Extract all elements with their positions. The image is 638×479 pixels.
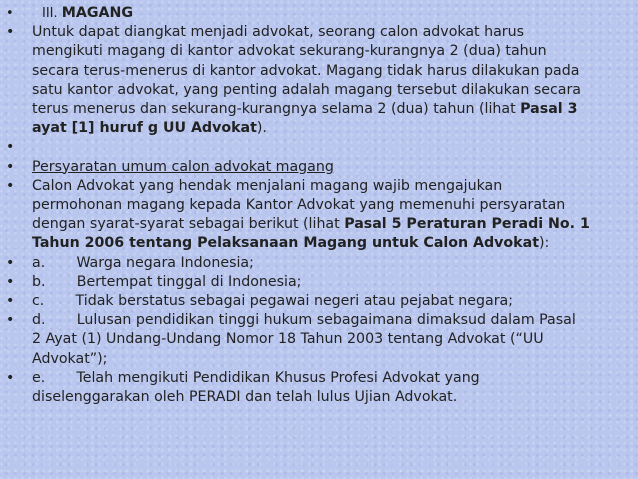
para2-line3 [32,215,634,234]
para2-line3-text: dengan syarat-syarat sebagai berikut (lihat [32,216,345,233]
para1-line1: Untuk dapat diangkat menjadi advokat, seorang calon advokat harus [32,24,525,41]
requirement-text: Warga negara Indonesia; [76,254,254,271]
requirement-a [0,254,634,273]
bullet-dot: • [6,24,15,41]
para1-line2: mengikuti magang di kantor advokat sekurang-kurangnya 2 (dua) tahun [32,43,547,60]
para2-line4-ref: Tahun 2006 tentang Pelaksanaan Magang untuk Calon Advokat [32,235,539,252]
requirement-label: b. [32,273,46,290]
requirement-text: Tidak berstatus sebagai pegawai negeri atau pejabat negara; [75,293,514,310]
bullet-list [0,4,634,407]
requirement-label: a. [32,254,46,271]
requirement-e-line1 [32,369,634,388]
para1-line6-ref: ayat [1] huruf g UU Advokat [32,120,257,137]
requirement-label: d. [32,312,46,329]
para1-line4: satu kantor advokat, yang penting adalah magang tersebut dilakukan secara [32,81,581,98]
para2-line4-text: ): [538,235,550,252]
requirement-b [0,273,634,292]
para2-line1: Calon Advokat yang hendak menjalani magang wajib mengajukan [32,177,503,194]
bullet-dot: • [6,369,15,386]
bullet-dot: • [6,139,15,156]
paragraph-magang [0,23,634,138]
bullet-dot: • [6,158,15,175]
empty-bullet [0,138,634,157]
requirement-e [0,369,634,407]
para1-line5-text: terus menerus dan sekurang-kurangnya selama 2 (dua) tahun (lihat [32,101,521,118]
para1-line6 [32,119,634,138]
bullet-dot: • [6,293,15,310]
para2-line2: permohonan magang kepada Kantor Advokat yang memenuhi persyaratan [32,197,566,214]
subheading-item [0,158,634,177]
requirement-label: c. [32,293,45,310]
requirement-label: e. [32,369,46,386]
bullet-dot: • [6,177,15,194]
requirement-d-line2: 2 Ayat (1) Undang-Undang Nomor 18 Tahun 2003 tentang Advokat (“UU [32,331,544,348]
requirement-c [0,292,634,311]
bullet-dot: • [6,312,15,329]
bullet-dot: • [6,254,15,271]
requirement-d-line3: Advokat”); [32,350,108,367]
requirement-text: Telah mengikuti Pendidikan Khusus Profesi Advokat yang [76,369,480,386]
requirement-d [0,311,634,369]
heading-magang [0,4,634,23]
bullet-dot: • [6,273,15,290]
requirement-text: Bertempat tinggal di Indonesia; [76,273,302,290]
subheading: Persyaratan umum calon advokat magang [32,158,334,175]
heading-roman: III. [42,6,58,21]
heading-title: MAGANG [61,5,134,21]
para1-line5-ref: Pasal 3 [520,101,578,118]
requirement-d-line1 [32,311,634,330]
requirement-e-line2: diselenggarakan oleh PERADI dan telah lulus Ujian Advokat. [32,389,458,406]
para2-line4 [32,234,634,253]
para1-line5 [32,100,634,119]
bullet-dot: • [6,6,14,21]
para2-line3-ref: Pasal 5 Peraturan Peradi No. 1 [344,216,590,233]
requirement-text: Lulusan pendidikan tinggi hukum sebagaimana dimaksud dalam Pasal [76,312,576,329]
para1-line3: secara terus-menerus di kantor advokat. Magang tidak harus dilakukan pada [32,62,580,79]
paragraph-persyaratan [0,177,634,254]
para1-line6-text: ). [256,120,267,137]
